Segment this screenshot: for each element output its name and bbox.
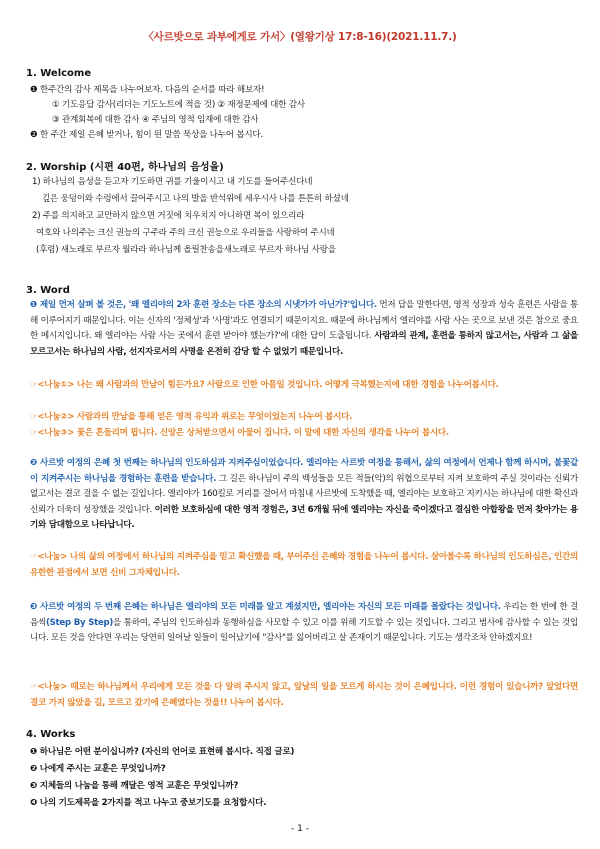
section-heading-works: 4. Works [26,729,76,740]
word-sharing-1: ☞<나눔①> 나는 왜 사람과의 만남이 힘든가요? 사람으로 인한 아픔일 것입니다. 어떻게 극복했는지에 대한 경험을 나누어봅시다. [30,380,499,390]
works-line-1: ❶ 하나님은 어떤 분이십니까? (자신의 언어로 표현해 봅시다. 직접 글로) [30,747,295,757]
worship-line-4: 여호와 나의주는 크신 권능의 구주라 주의 크신 권능으로 우리들을 사랑하여 주시네 [36,228,335,238]
word-paragraph-1 [30,298,578,360]
welcome-line-1: ❶ 한주간의 감사 제목을 나누어보자. 다음의 순서를 따라 해보자! [30,85,265,95]
page-number: - 1 - [291,824,309,834]
worship-line-3: 2) 주를 의지하고 교만하지 않으면 거짓에 치우치지 아니하면 복이 있으리라 [32,211,305,221]
word-sharing-5: ☞<나눔> 때로는 하나님께서 우리에게 모든 것을 다 알려 주시지 않고, 앞날의 일을 모르게 하시는 것이 은혜입니다. 이런 경험이 있습니까? 앞었다면 결코 가지 않았을 길, 모르고 갔기에 은혜였다는 것을!! 나누어 봅시다. [30,682,578,708]
worship-line-5: (후렴) 새노래로 부르자 월라라 하나님께 올릴찬송을새노래로 부르자 하나님 사랑을 [36,245,336,255]
worship-line-2: 깊은 웅덩이와 수렁에서 끌어주시고 나의 발을 반석위에 세우시사 나를 튼튼히 하셨네 [42,194,349,204]
word-paragraph-2 [30,456,578,534]
word-p3-body-a: 우리는 한 번에 한 걸음씩 [30,602,579,628]
section-heading-word: 3. Word [26,285,70,296]
section-heading-welcome: 1. Welcome [26,68,92,79]
word-paragraph-3 [30,600,578,647]
word-p3-lead: ❸ 사르밧 여정의 두 번째 은혜는 하나님은 엘리야의 모든 미래를 알고 계셨지만, 엘리야는 자신의 모든 미래를 몰랐다는 것입니다. [30,602,501,612]
works-line-4: ❹ 나의 기도제목을 2가지를 적고 나누고 중보기도를 요청합시다. [30,798,267,808]
word-p2-lead: ❷ 사르밧 여정의 은혜 첫 번째는 하나님의 인도하심과 지켜주심이었습니다. 엘리야는 사르밧 여정을 통해서, 삶의 여정에서 언제나 함께 하시며, 불꽃같이 지켜주시는 하나님을 경험하는 훈련을 받습니다. [30,458,578,484]
word-p2-body: 그 길은 하나님이 주의 백성들을 모든 적들(악)의 위협으로부터 지켜 보호하여 주실 것이라는 신뢰가 없고서는 결코 걸을 수 없는 길입니다. 엘리야가 160킬로 거리를 걸어서 마침내 사르밧에 도착했을 때, 엘리야는 보호하고 지키시는 하나님에 대한 확신과 신뢰가 더욱더 성장했을 것입니다. [30,473,578,515]
word-p2-bold: 이러한 보호하심에 대한 영적 경험은, 3년 6개월 뒤에 엘리야는 자신을 죽이겠다고 결심한 아합왕을 먼저 찾아가는 용기와 담대함으로 나타납니다. [30,504,579,531]
works-line-3: ❸ 지체들의 나눔을 통해 깨달은 영적 교훈은 무엇입니까? [30,781,239,791]
document-title: 〈사르밧으로 과부에게로 가서〉(열왕기상 17:8-16)(2021.11.7.) [143,31,457,43]
works-line-2: ❷ 나에게 주시는 교훈은 무엇입니까? [30,764,166,774]
word-p1-lead: ❶ 제일 먼저 살펴 볼 것은, '왜 엘리야의 2차 훈련 장소는 다른 장소의 시냇가가 아닌가?'입니다. [30,300,377,310]
word-p3-body-b: 을 통하여, 주님의 인도하심과 동행하심을 사모할 수 있고 이를 위해 기도할 수 있는 것입니다. 그리고 범사에 감사할 수 있는 것입니다. 모든 것을 안다면 우리는 당연히 일어날 일들이 일어났기에 "감사"를 잃어버리고 살 존재이기 때문입니다. 기도는 생각조차 안하겠지요! [30,617,578,644]
word-p1-bold: 사람과의 관계, 훈련을 통하지 않고서는, 사람과 그 삶을 모르고서는 하나님의 사람, 선지자로서의 사명을 온전히 감당 할 수 없었기 때문입니다. [30,331,578,357]
word-sharing-2: ☞<나눔②> 사람과의 만남을 통해 얻은 영적 유익과 위로는 무엇이었는지 나누어 봅시다. [30,412,353,422]
worship-line-1: 1) 하나님의 음성을 듣고자 기도하면 귀를 기울이시고 내 기도를 들어주신다네 [32,177,313,187]
section-heading-worship: 2. Worship (시편 40편, 하나님의 음성을) [26,162,224,173]
word-sharing-4: ☞<나눔> 나의 삶의 여정에서 하나님의 지켜주심을 믿고 확신했을 때, 부어주신 은혜와 경험을 나누어 봅시다. 살아볼수록 하나님의 인도하심은, 인간의 유한한 관점에서 보면 신비 그자체입니다. [30,552,578,578]
word-p1-body: 먼저 답을 말한다면, 영적 성장과 성숙 훈련은 사람을 통해 이루어지기 때문입니다. 이는 신자의 '정체성'과 '사명'과도 연결되기 때문이지요. 때문에 하나님께서 엘리야를 사람 사는 곳으로 보낸 것은 참으로 중요한 메시지입니다. 왜 엘리야는 사람 사는 곳에서 훈련 받아야 했는가?'에 대한 답이 도출됩니다. [30,300,578,342]
word-sharing-3: ☞<나눔③> 꽃은 흔들리며 핍니다. 신앙은 상처받으면서 아물어 집니다. 이 말에 대한 자신의 생각을 나누어 봅시다. [30,428,449,438]
welcome-line-4: ❷ 한 주간 제일 은혜 받거나, 힘이 된 말씀 묵상을 나누어 봅시다. [30,130,263,140]
welcome-line-3: ③ 관계회복에 대한 감사 ④ 주님의 영적 임재에 대한 감사 [52,115,259,125]
welcome-line-2: ① 기도응답 감사(리더는 기도노트에 적을 것) ② 재정문제에 대한 감사 [52,100,305,110]
word-p3-step: (Step By Step) [46,617,113,628]
